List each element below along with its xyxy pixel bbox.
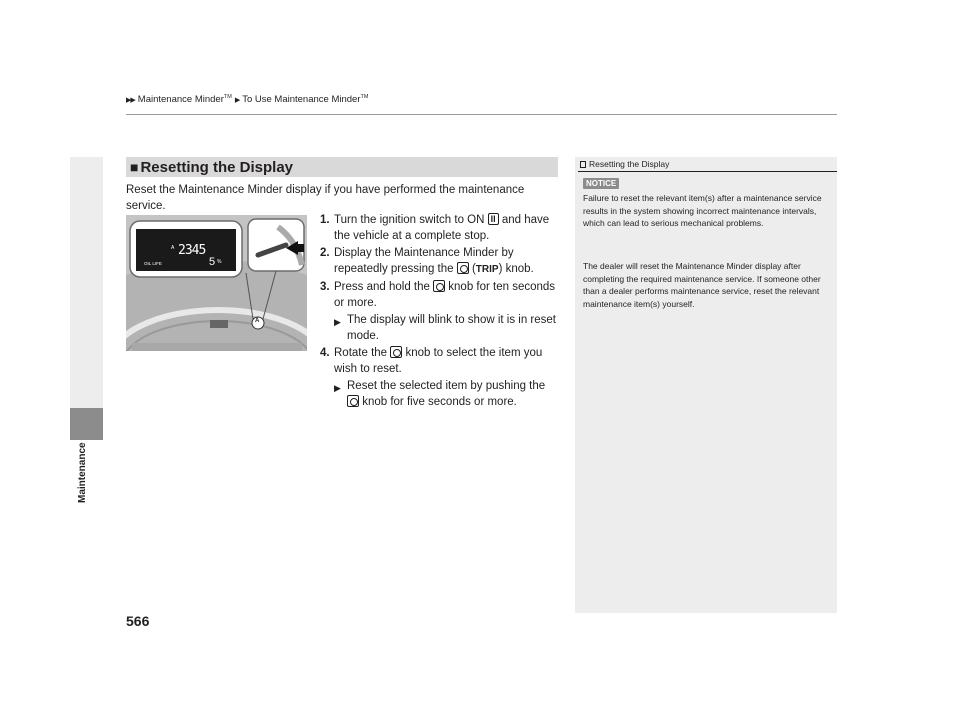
triangle-right-icon: ▶ <box>334 383 341 393</box>
chapter-tab-label: Maintenance <box>77 442 88 503</box>
selector-knob-icon <box>390 346 402 358</box>
header-rule <box>126 114 837 115</box>
square-bullet-icon: ■ <box>130 159 139 175</box>
callout-letter: A <box>255 318 260 324</box>
oil-life-label: OIL LIFE <box>144 261 162 266</box>
page-number: 566 <box>126 613 150 629</box>
notice-badge: NOTICE <box>583 178 619 189</box>
intro-text: Reset the Maintenance Minder display if you have performed the maintenance service. <box>126 184 525 212</box>
dashboard-illustration <box>126 215 307 351</box>
sidebar-rule <box>578 171 837 172</box>
chapter-tab[interactable] <box>74 442 94 505</box>
selector-knob-icon <box>347 395 359 407</box>
step-4: 4. Rotate the knob to select the item you wish to reset. <box>320 347 543 375</box>
selector-knob-icon <box>433 280 445 292</box>
selector-knob-icon <box>457 262 469 274</box>
chapter-tab-marker <box>70 408 103 440</box>
sidebar-dealer-text: The dealer will reset the Maintenance Minder display after completing the required maintenance service. If someone other than a dealer performs maintenance service, reset the relevant maintenance item(s) yourself. <box>583 261 821 309</box>
sidebar-heading: Resetting the Display <box>580 159 669 169</box>
breadcrumb-second[interactable]: To Use Maintenance Minder™ <box>242 94 369 106</box>
section-title: Resetting the Display <box>140 158 294 176</box>
display-letter: A <box>171 245 175 251</box>
step-3: 3. Press and hold the knob for ten seconds or more. <box>320 281 556 309</box>
step-3-result: ▶ The display will blink to show it is in reset mode. <box>334 314 556 342</box>
steps-list <box>320 212 560 410</box>
ignition-position-icon: II <box>488 213 499 225</box>
step-1: 1. Turn the ignition switch to ON II and have the vehicle at a complete stop. <box>320 214 550 242</box>
section-heading <box>126 157 558 177</box>
double-triangle-right-icon: ▶▶ <box>126 96 135 104</box>
sidebar-notice-text: Failure to reset the relevant item(s) after a maintenance service results in the system showing incorrect maintenance intervals, which can lead to serious mechanical problems. <box>583 193 822 228</box>
oil-life-percent-sign: % <box>217 259 222 265</box>
note-icon <box>580 161 586 168</box>
oil-life-percent: 5 <box>209 256 216 268</box>
breadcrumb-first[interactable]: Maintenance Minder™ <box>137 94 232 106</box>
triangle-right-icon: ▶ <box>334 317 341 327</box>
triangle-right-icon: ▶ <box>234 96 240 104</box>
trip-display-value: 2345 <box>178 243 206 258</box>
step-4-result: ▶ Reset the selected item by pushing the knob for five seconds or more. <box>334 380 546 408</box>
breadcrumb <box>126 94 368 105</box>
dashboard-drawing <box>126 215 307 351</box>
side-strip <box>70 157 103 408</box>
step-2: 2. Display the Maintenance Minder by repeatedly pressing the (TRIP) knob. <box>320 247 534 275</box>
